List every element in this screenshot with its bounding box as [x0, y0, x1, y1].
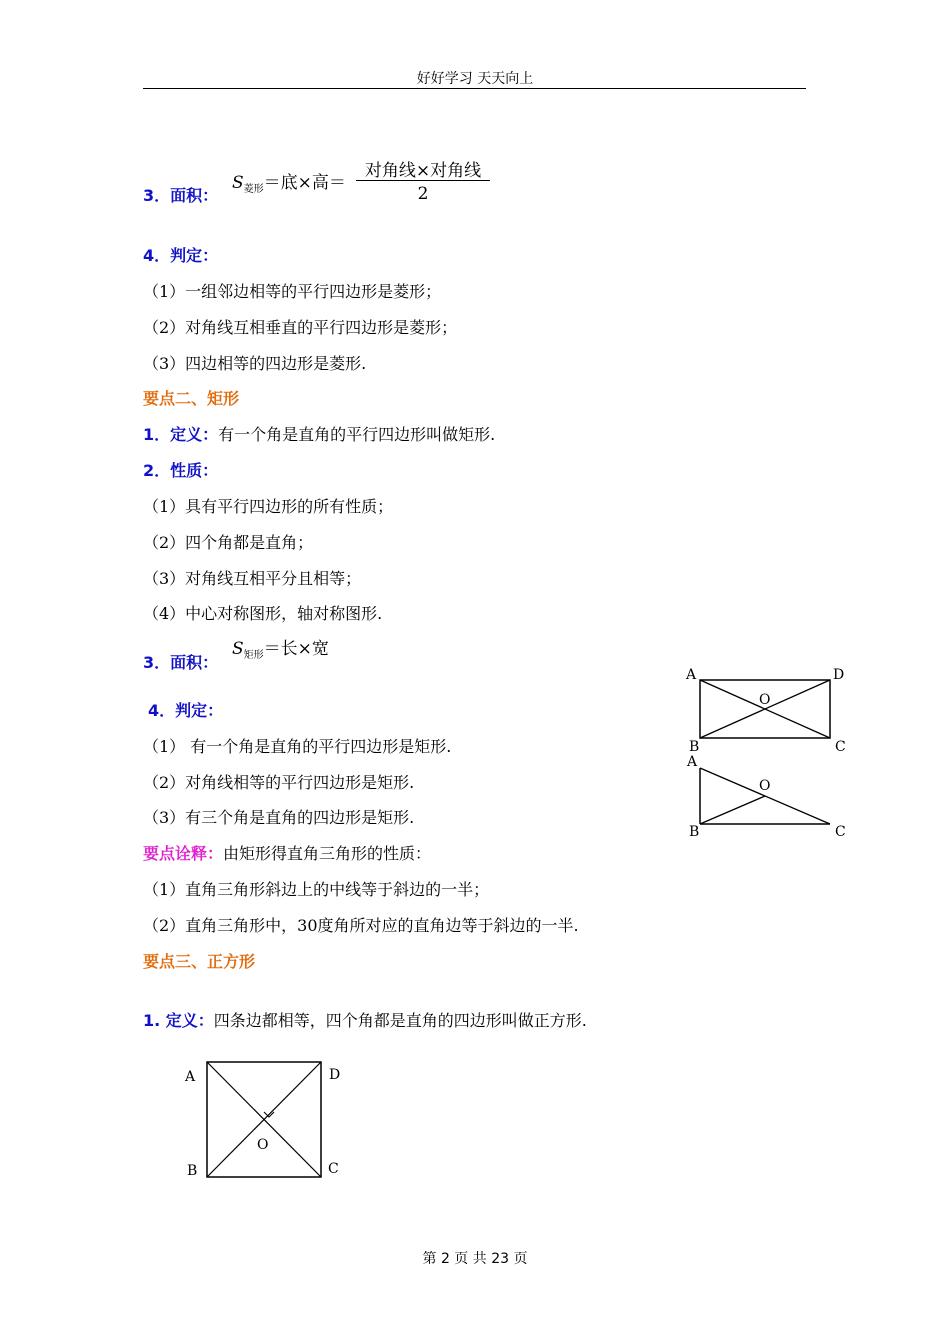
vertex-label-c: C	[835, 824, 846, 840]
rhombus-criterion: （2）对角线互相垂直的平行四边形是菱形；	[143, 318, 458, 337]
rhombus-area-formula	[232, 168, 346, 193]
square-figure	[175, 1050, 365, 1195]
vertex-label-c: C	[835, 739, 846, 755]
rectangle-note-item: （2）直角三角形中，30度角所对应的直角边等于斜边的一半.	[143, 916, 579, 935]
midpoint-label-o: O	[759, 778, 771, 794]
formula-subscript: 矩形	[243, 650, 264, 661]
rectangle-property: （2）四个角都是直角；	[143, 533, 314, 552]
rectangle-figure	[685, 667, 846, 755]
vertex-label-a: A	[185, 1069, 196, 1085]
formula-denominator: 2	[417, 184, 429, 204]
formula-numerator: 对角线×对角线	[364, 161, 482, 181]
rectangle-criterion: （2）对角线相等的平行四边形是矩形.	[143, 773, 415, 792]
rectangle-criterion: （1） 有一个角是直角的平行四边形是矩形.	[143, 737, 452, 756]
rectangle-property: （3）对角线互相平分且相等；	[143, 569, 362, 588]
definition-label: 1．定义：	[143, 425, 219, 444]
formula-subscript: 菱形	[243, 184, 264, 195]
rectangle-properties-label: 2．性质：	[143, 461, 219, 480]
rhombus-area-label: 3．面积：	[143, 186, 219, 205]
rectangle-note-item: （1）直角三角形斜边上的中线等于斜边的一半；	[143, 880, 490, 899]
header-rule	[143, 88, 806, 89]
formula-expression: ＝长×宽	[263, 639, 329, 659]
formula-symbol: S	[232, 639, 244, 659]
center-label-o: O	[257, 1137, 269, 1153]
rectangle-criterion: （3）有三个角是直角的四边形是矩形.	[143, 808, 415, 827]
vertex-label-a: A	[687, 754, 698, 770]
rectangle-note	[143, 841, 431, 864]
formula-symbol: S	[232, 173, 244, 193]
formula-expression: ＝底×高＝	[263, 173, 346, 193]
square-definition	[143, 1008, 587, 1031]
page-footer: 第 2 页 共 23 页	[422, 1251, 528, 1267]
page-header: 好好学习 天天向上	[416, 71, 534, 87]
rectangle-area-label: 3．面积：	[143, 653, 219, 672]
definition-text: 有一个角是直角的平行四边形叫做矩形.	[218, 425, 496, 444]
vertex-label-a: A	[686, 667, 697, 683]
rhombus-criterion: （1）一组邻边相等的平行四边形是菱形；	[143, 282, 442, 301]
fraction-bar	[356, 180, 490, 181]
vertex-label-c: C	[328, 1161, 339, 1177]
vertex-label-b: B	[689, 824, 700, 840]
definition-text: 四条边都相等，四个角都是直角的四边形叫做正方形.	[213, 1011, 587, 1030]
vertex-label-d: D	[329, 1067, 341, 1083]
center-label-o: O	[759, 692, 771, 708]
section-heading-rectangle: 要点二、矩形	[143, 389, 240, 408]
rectangle-diagrams	[680, 660, 850, 840]
section-heading-square: 要点三、正方形	[143, 952, 256, 971]
vertex-label-d: D	[833, 667, 845, 683]
rectangle-definition	[143, 422, 495, 445]
definition-label: 1. 定义：	[143, 1011, 214, 1030]
note-label: 要点诠释：	[143, 844, 224, 863]
rectangle-property: （4）中心对称图形，轴对称图形.	[143, 604, 383, 623]
note-text: 由矩形得直角三角形的性质：	[223, 844, 432, 863]
rhombus-criteria-label: 4．判定：	[143, 246, 219, 265]
vertex-label-b: B	[689, 739, 700, 755]
rhombus-criterion: （3）四边相等的四边形是菱形.	[143, 354, 367, 373]
rectangle-criteria-label: 4．判定：	[148, 701, 224, 720]
rectangle-property: （1）具有平行四边形的所有性质；	[143, 497, 394, 516]
right-triangle-figure	[686, 754, 846, 840]
triangle-median	[700, 796, 765, 824]
rectangle-area-formula	[232, 634, 329, 659]
vertex-label-b: B	[187, 1163, 198, 1179]
